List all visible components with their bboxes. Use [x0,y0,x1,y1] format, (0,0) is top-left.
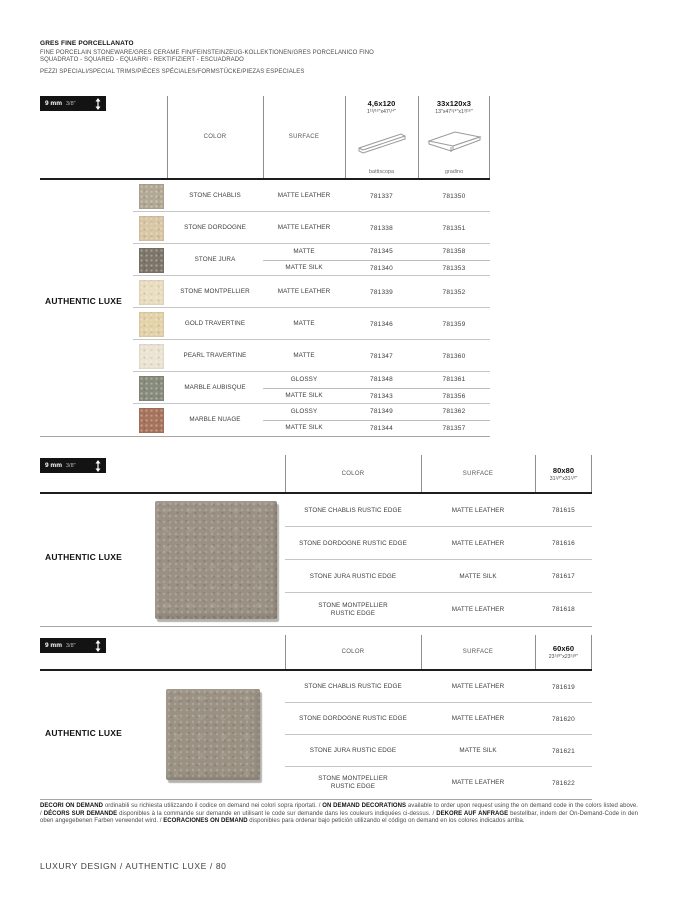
surface-cell: MATTE [293,352,315,359]
column-header-surface: SURFACE [462,470,494,477]
color-cell: MARBLE NUAGE [189,416,241,423]
code-cell: 781338 [370,224,393,232]
code-cell: 781615 [552,507,575,514]
code-cell: 781622 [552,779,575,787]
surface-cell: MATTE LEATHER [277,288,331,295]
table-row [40,372,490,404]
swatch-cell [135,308,167,340]
color-cell: STONE MONTPELLIER RUSTIC EDGE [318,601,388,617]
code-cell: 781351 [442,224,466,232]
surface-cell: GLOSSY [290,375,318,383]
size-icon-label: battiscopa [368,169,395,175]
size-inches: 31¹/²"x31¹/²" [549,475,578,482]
row-spacer [40,308,135,340]
size-inches: 23⁵/⁸"x23⁵/⁸" [548,654,579,660]
surface-cell: MATTE SILK [459,572,497,580]
thickness-mm: 9 mm [45,462,62,469]
swatch-cell [135,340,167,372]
finish-line [263,420,490,437]
code-cell: 781353 [442,264,466,272]
color-cell: STONE CHABLIS RUSTIC EDGE [304,683,402,690]
thickness-inches: 3/8" [65,642,76,649]
surface-cell: MATTE LEATHER [451,605,505,613]
row-spacer [40,560,285,593]
table-row [40,560,592,593]
size-inches: 1¹³/¹⁶"x47¹/⁴" [366,109,397,115]
color-cell: STONE DORDOGNE RUSTIC EDGE [299,539,407,547]
surface-cell: MATTE SILK [285,392,323,400]
color-cell: STONE DORDOGNE RUSTIC EDGE [299,715,407,722]
swatch-cell [135,404,167,436]
row-spacer [40,703,285,735]
page-footer: LUXURY DESIGN / AUTHENTIC LUXE / 80 [40,861,227,871]
footnote-bold: DÉCORS SUR DEMANDE [43,810,118,817]
slab-table-body [40,671,592,800]
code-cell: 781349 [370,408,393,416]
column-header-color: COLOR [203,134,227,140]
code-cell: 781339 [370,288,393,296]
finish-line [263,244,490,260]
table-row [40,703,592,735]
row-spacer [40,527,285,560]
footnote-bold: ECORACIONES ON DEMAND [163,818,248,825]
color-swatch [139,184,164,209]
color-cell: GOLD TRAVERTINE [184,320,246,327]
surface-cell: MATTE LEATHER [451,715,505,722]
document-header [40,40,600,65]
surface-cell: MATTE SILK [459,747,497,754]
code-cell: 781360 [442,352,466,360]
slab-table-header [40,635,592,671]
thickness-badge [40,458,106,473]
finish-line [263,260,490,277]
color-cell: STONE JURA [194,256,236,263]
swatch-cell [135,180,167,212]
footnote-text: disponibles para ordenar bajo petición utilizando el código on demand en los colores indicados arriba. [247,818,525,825]
thickness-badge [40,638,106,653]
finish-stack [263,372,490,404]
size-cm: 60x60 [552,644,575,653]
color-cell: STONE CHABLIS [189,192,241,199]
slab-table-body [40,494,592,627]
color-cell: STONE JURA RUSTIC EDGE [309,572,397,580]
table-row [40,767,592,799]
table-row [40,671,592,703]
collection-name: AUTHENTIC LUXE [45,552,122,562]
footnote-text: ordinabili su richiesta utilizzando il codice on demand nei colori sopra riportati. / [103,803,323,809]
size-header-gradino [418,96,490,178]
code-cell: 781356 [442,392,466,400]
thickness-arrow-icon [95,460,101,472]
color-cell: STONE DORDOGNE [184,224,246,231]
code-cell: 781616 [552,540,575,547]
row-spacer [40,671,285,703]
table-row [40,494,592,527]
color-swatch [139,376,164,401]
code-cell: 781362 [442,408,466,416]
size-header-80x80 [535,455,592,492]
surface-cell: MATTE [293,320,315,327]
footnote-text: disponibles à la commande sur demande en utilisant le code sur demande dans les couleurs indiquées ci-dessus. / [117,810,437,817]
color-cell: STONE MONTPELLIER RUSTIC EDGE [318,775,388,790]
code-cell: 781618 [552,606,575,613]
special-trims-table-body [40,180,490,437]
code-cell: 781359 [442,320,466,328]
size-inches: 13"x47¹/⁴"x1³/¹⁶" [435,109,473,115]
color-cell: STONE CHABLIS RUSTIC EDGE [304,506,402,514]
size-cm: 4,6x120 [367,99,396,108]
code-cell: 781619 [552,683,575,691]
column-header-surface: SURFACE [288,134,320,140]
surface-cell: MATTE LEATHER [277,224,331,231]
collection-name: AUTHENTIC LUXE [45,296,122,306]
color-cell: PEARL TRAVERTINE [183,352,247,359]
slab-table-header [40,455,592,494]
color-swatch [139,312,164,337]
table-row [40,527,592,560]
slab-table-60x60 [40,635,592,800]
color-cell: MARBLE AUBISQUE [184,384,246,391]
on-demand-footnote [40,803,638,826]
row-spacer [40,372,135,404]
surface-cell: MATTE LEATHER [451,539,505,547]
finish-stack [263,244,490,276]
code-cell: 781344 [370,424,393,432]
thickness-arrow-icon [95,640,101,652]
column-header-color: COLOR [341,470,365,477]
battiscopa-icon [354,115,410,169]
table-row [40,404,490,436]
code-cell: 781346 [370,320,393,328]
special-trims-table [40,96,490,437]
row-spacer [40,340,135,372]
size-cm: 80x80 [552,465,575,475]
thickness-badge [40,96,106,111]
code-cell: 781337 [370,192,393,200]
row-spacer [40,593,285,626]
code-cell: 781350 [442,192,466,200]
table-row [40,180,490,212]
subtitle-translations: FINE PORCELAIN STONEWARE/GRES CERAME FIN/FEINSTEINZEUG-KOLLEKTIONEN/GRES PORCELANICO FINO [40,49,374,56]
surface-cell: MATTE LEATHER [451,506,505,514]
subtitle-squared: SQUADRATO - SQUARED - EQUARRI - REKTIFIZIERT - ESCUADRADO [40,57,244,63]
swatch-cell [135,276,167,308]
footnote-bold: DECORI ON DEMAND [40,803,104,809]
code-cell: 781340 [370,264,393,272]
code-cell: 781358 [442,248,466,256]
color-swatch [139,344,164,369]
surface-cell: MATTE SILK [285,424,323,432]
page-title: GRES FINE PORCELLANATO [40,40,134,47]
footnote-text: available to order upon request using the on demand code in the colors listed above. / [40,803,638,817]
row-spacer [40,244,135,276]
color-cell: STONE MONTPELLIER [180,288,250,295]
table-row [40,340,490,372]
surface-cell: MATTE SILK [285,264,323,272]
collection-name: AUTHENTIC LUXE [45,728,122,738]
column-header-color: COLOR [341,649,365,655]
surface-cell: MATTE LEATHER [451,779,505,786]
color-cell: STONE JURA RUSTIC EDGE [309,747,397,754]
table-row [40,244,490,276]
table-row [40,735,592,767]
row-spacer [40,494,285,527]
footnote-text: bestellbar, indem der On-Demand-Code in den oben angegebenen Farben verwendet wird. / [40,810,638,825]
special-trims-heading: PEZZI SPECIALI/SPECIAL TRIMS/PIÈCES SPÉCIALES/FORMSTÜCKE/PIEZAS ESPECIALES [40,69,305,75]
row-spacer [40,735,285,767]
surface-cell: MATTE LEATHER [451,683,505,690]
code-cell: 781347 [370,352,393,360]
size-header-battiscopa [345,96,418,178]
surface-cell: MATTE [293,247,315,255]
gradino-icon [425,115,483,169]
code-cell: 781617 [552,573,575,580]
slab-table-80x80 [40,455,592,627]
finish-line [263,388,490,405]
row-spacer [40,180,135,212]
row-spacer [40,767,285,799]
size-cm: 33x120x3 [436,99,472,108]
color-swatch [139,216,164,241]
table-row [40,212,490,244]
row-spacer [40,404,135,436]
swatch-cell [135,244,167,276]
thickness-inches: 3/8" [65,100,76,107]
table-row [40,593,592,626]
surface-cell: GLOSSY [290,407,318,415]
thickness-mm: 9 mm [45,100,62,107]
code-cell: 781348 [370,376,393,384]
code-cell: 781345 [370,248,393,256]
finish-line [263,404,490,420]
thickness-inches: 3/8" [65,462,76,469]
footnote-bold: ON DEMAND DECORATIONS [322,803,407,809]
finish-stack [263,404,490,436]
color-swatch [139,280,164,305]
color-swatch [139,408,164,433]
code-cell: 781352 [442,288,466,296]
special-trims-table-header [40,96,490,180]
column-header-surface: SURFACE [462,649,494,655]
code-cell: 781361 [442,376,466,384]
size-header-60x60 [535,635,592,669]
size-icon-label: gradino [444,169,464,175]
code-cell: 781620 [552,715,575,723]
code-cell: 781343 [370,392,393,400]
swatch-cell [135,372,167,404]
surface-cell: MATTE LEATHER [277,192,331,199]
table-row [40,308,490,340]
code-cell: 781621 [552,747,575,755]
row-spacer [40,212,135,244]
color-swatch [139,248,164,273]
swatch-cell [135,212,167,244]
finish-line [263,372,490,388]
thickness-arrow-icon [95,98,101,110]
footnote-bold: DEKORE AUF ANFRAGE [436,810,509,817]
code-cell: 781357 [442,424,466,432]
thickness-mm: 9 mm [45,642,62,649]
